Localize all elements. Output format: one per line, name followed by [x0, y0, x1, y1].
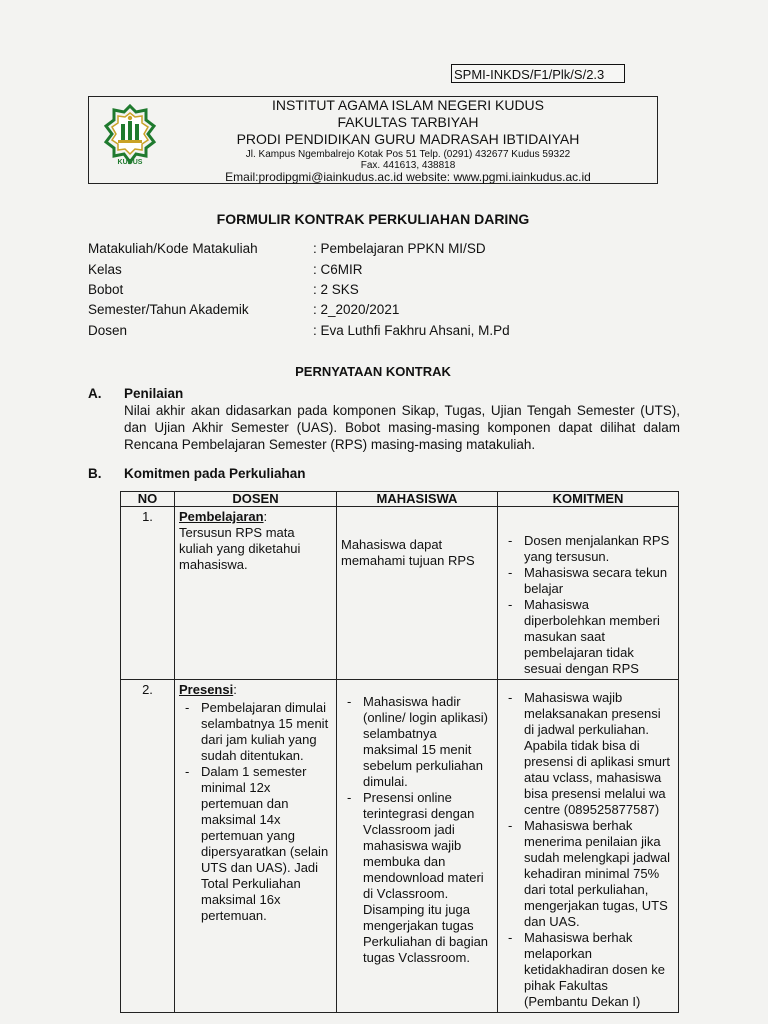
info-value-lecturer: : Eva Luthfi Fakhru Ahsani, M.Pd [313, 323, 510, 338]
list-item: - Pembelajaran dimulai selambatnya 15 menit dari jam kuliah yang sudah ditentukan. [179, 700, 332, 764]
list-item: - Presensi online terintegrasi dengan Vclassroom jadi mahasiswa wajib membuka dan mendownload materi di Vclassroom. Disamping itu juga mengerjakan tugas Perkuliahan di bagian tugas Vclassroom. [341, 790, 493, 966]
info-label-semester: Semester/Tahun Akademik [88, 302, 249, 317]
statement-title: PERNYATAAN KONTRAK [295, 364, 451, 379]
list-item: - Mahasiswa secara tekun belajar [502, 565, 674, 597]
col-header-dosen: DOSEN [175, 492, 337, 507]
info-label-credits: Bobot [88, 282, 124, 297]
info-value-credits: : 2 SKS [313, 282, 359, 297]
row-label: Pembelajaran [179, 509, 264, 524]
info-label-course: Matakuliah/Kode Matakuliah [88, 241, 258, 256]
list-item: - Mahasiswa diperbolehkan memberi masukan saat pembelajaran tidak sesuai dengan RPS [502, 597, 674, 677]
komitmen-cell [498, 680, 679, 1013]
mahasiswa-cell [337, 680, 498, 1013]
dosen-cell [175, 680, 337, 1013]
komitmen-cell [498, 507, 679, 680]
section-b-letter: B. [88, 466, 102, 481]
row-label-colon: : [233, 682, 237, 697]
mahasiswa-cell [337, 507, 498, 680]
commitment-table [120, 491, 679, 1013]
section-b-heading: Komitmen pada Perkuliahan [124, 466, 306, 481]
col-header-no: NO [121, 492, 175, 507]
list-item: - Dosen menjalankan RPS yang tersusun. [502, 533, 674, 565]
program-name: PRODI PENDIDIKAN GURU MADRASAH IBTIDAIYAH [236, 131, 580, 147]
list-item: - Mahasiswa berhak menerima penilaian jika sudah melengkapi jadwal kehadiran minimal 75% dari total perkuliahan, mengerjakan tugas, UTS dan UAS. [502, 818, 674, 930]
iain-kudus-logo [104, 104, 156, 166]
list-item: - Mahasiswa hadir (online/ login aplikasi) selambatnya maksimal 15 menit sebelum perkuliahan dimulai. [341, 694, 493, 790]
dosen-cell [175, 507, 337, 680]
address: Jl. Kampus Ngembalrejo Kotak Pos 51 Telp. (0291) 432677 Kudus 59322 [245, 149, 571, 160]
faculty-name: FAKULTAS TARBIYAH [337, 114, 479, 130]
info-label-class: Kelas [88, 262, 122, 277]
table-row [121, 680, 679, 1013]
institution-name: INSTITUT AGAMA ISLAM NEGERI KUDUS [271, 97, 544, 113]
col-header-mahasiswa: MAHASISWA [337, 492, 498, 507]
section-a-heading: Penilaian [124, 386, 184, 401]
dosen-text: Tersusun RPS mata kuliah yang diketahui mahasiswa. [179, 525, 301, 572]
document-code: SPMI-INKDS/F1/Plk/S/2.3 [451, 64, 625, 83]
contact-line: Email:prodipgmi@iainkudus.ac.id website: www.pgmi.iainkudus.ac.id [225, 170, 591, 184]
logo-text: KUDUS [117, 159, 143, 166]
row-number: 2. [121, 680, 175, 1013]
info-label-lecturer: Dosen [88, 323, 128, 338]
list-item: - Mahasiswa wajib melaksanakan presensi di jadwal perkuliahan. Apabila tidak bisa di presensi di aplikasi smurt atau vclass, mahasiswa bisa presensi melalui wa centre (089525877587) [502, 690, 674, 818]
info-value-course: : Pembelajaran PPKN MI/SD [313, 241, 486, 256]
form-title: FORMULIR KONTRAK PERKULIAHAN DARING [216, 211, 530, 227]
col-header-komitmen: KOMITMEN [498, 492, 679, 507]
list-item: - Mahasiswa berhak melaporkan ketidakhadiran dosen ke pihak Fakultas (Pembantu Dekan I) [502, 930, 674, 1010]
fax: Fax. 441613, 438818 [360, 160, 456, 171]
list-item: - Dalam 1 semester minimal 12x pertemuan dan maksimal 14x pertemuan yang dipersyaratkan (selain UTS dan UAS). Jadi Total Perkuliahan maksimal 16x pertemuan. [179, 764, 332, 924]
row-label: Presensi [179, 682, 234, 697]
row-number: 1. [121, 507, 175, 680]
mahasiswa-text: Mahasiswa dapat memahami tujuan RPS [341, 537, 475, 568]
section-a-text: Nilai akhir akan didasarkan pada komponen Sikap, Tugas, Ujian Tengah Semester (UTS), dan Ujian Akhir Semester (UAS). Bobot masing-masing komponen dapat dilihat dalam Rencana Pembelajaran Semester (RPS) masing-masing matakuliah. [124, 403, 680, 452]
table-row [121, 507, 679, 680]
info-value-semester: : 2_2020/2021 [313, 302, 400, 317]
info-value-class: : C6MIR [313, 262, 363, 277]
row-label-colon: : [263, 509, 268, 524]
section-a-letter: A. [88, 386, 102, 401]
table-header-row [121, 492, 679, 507]
